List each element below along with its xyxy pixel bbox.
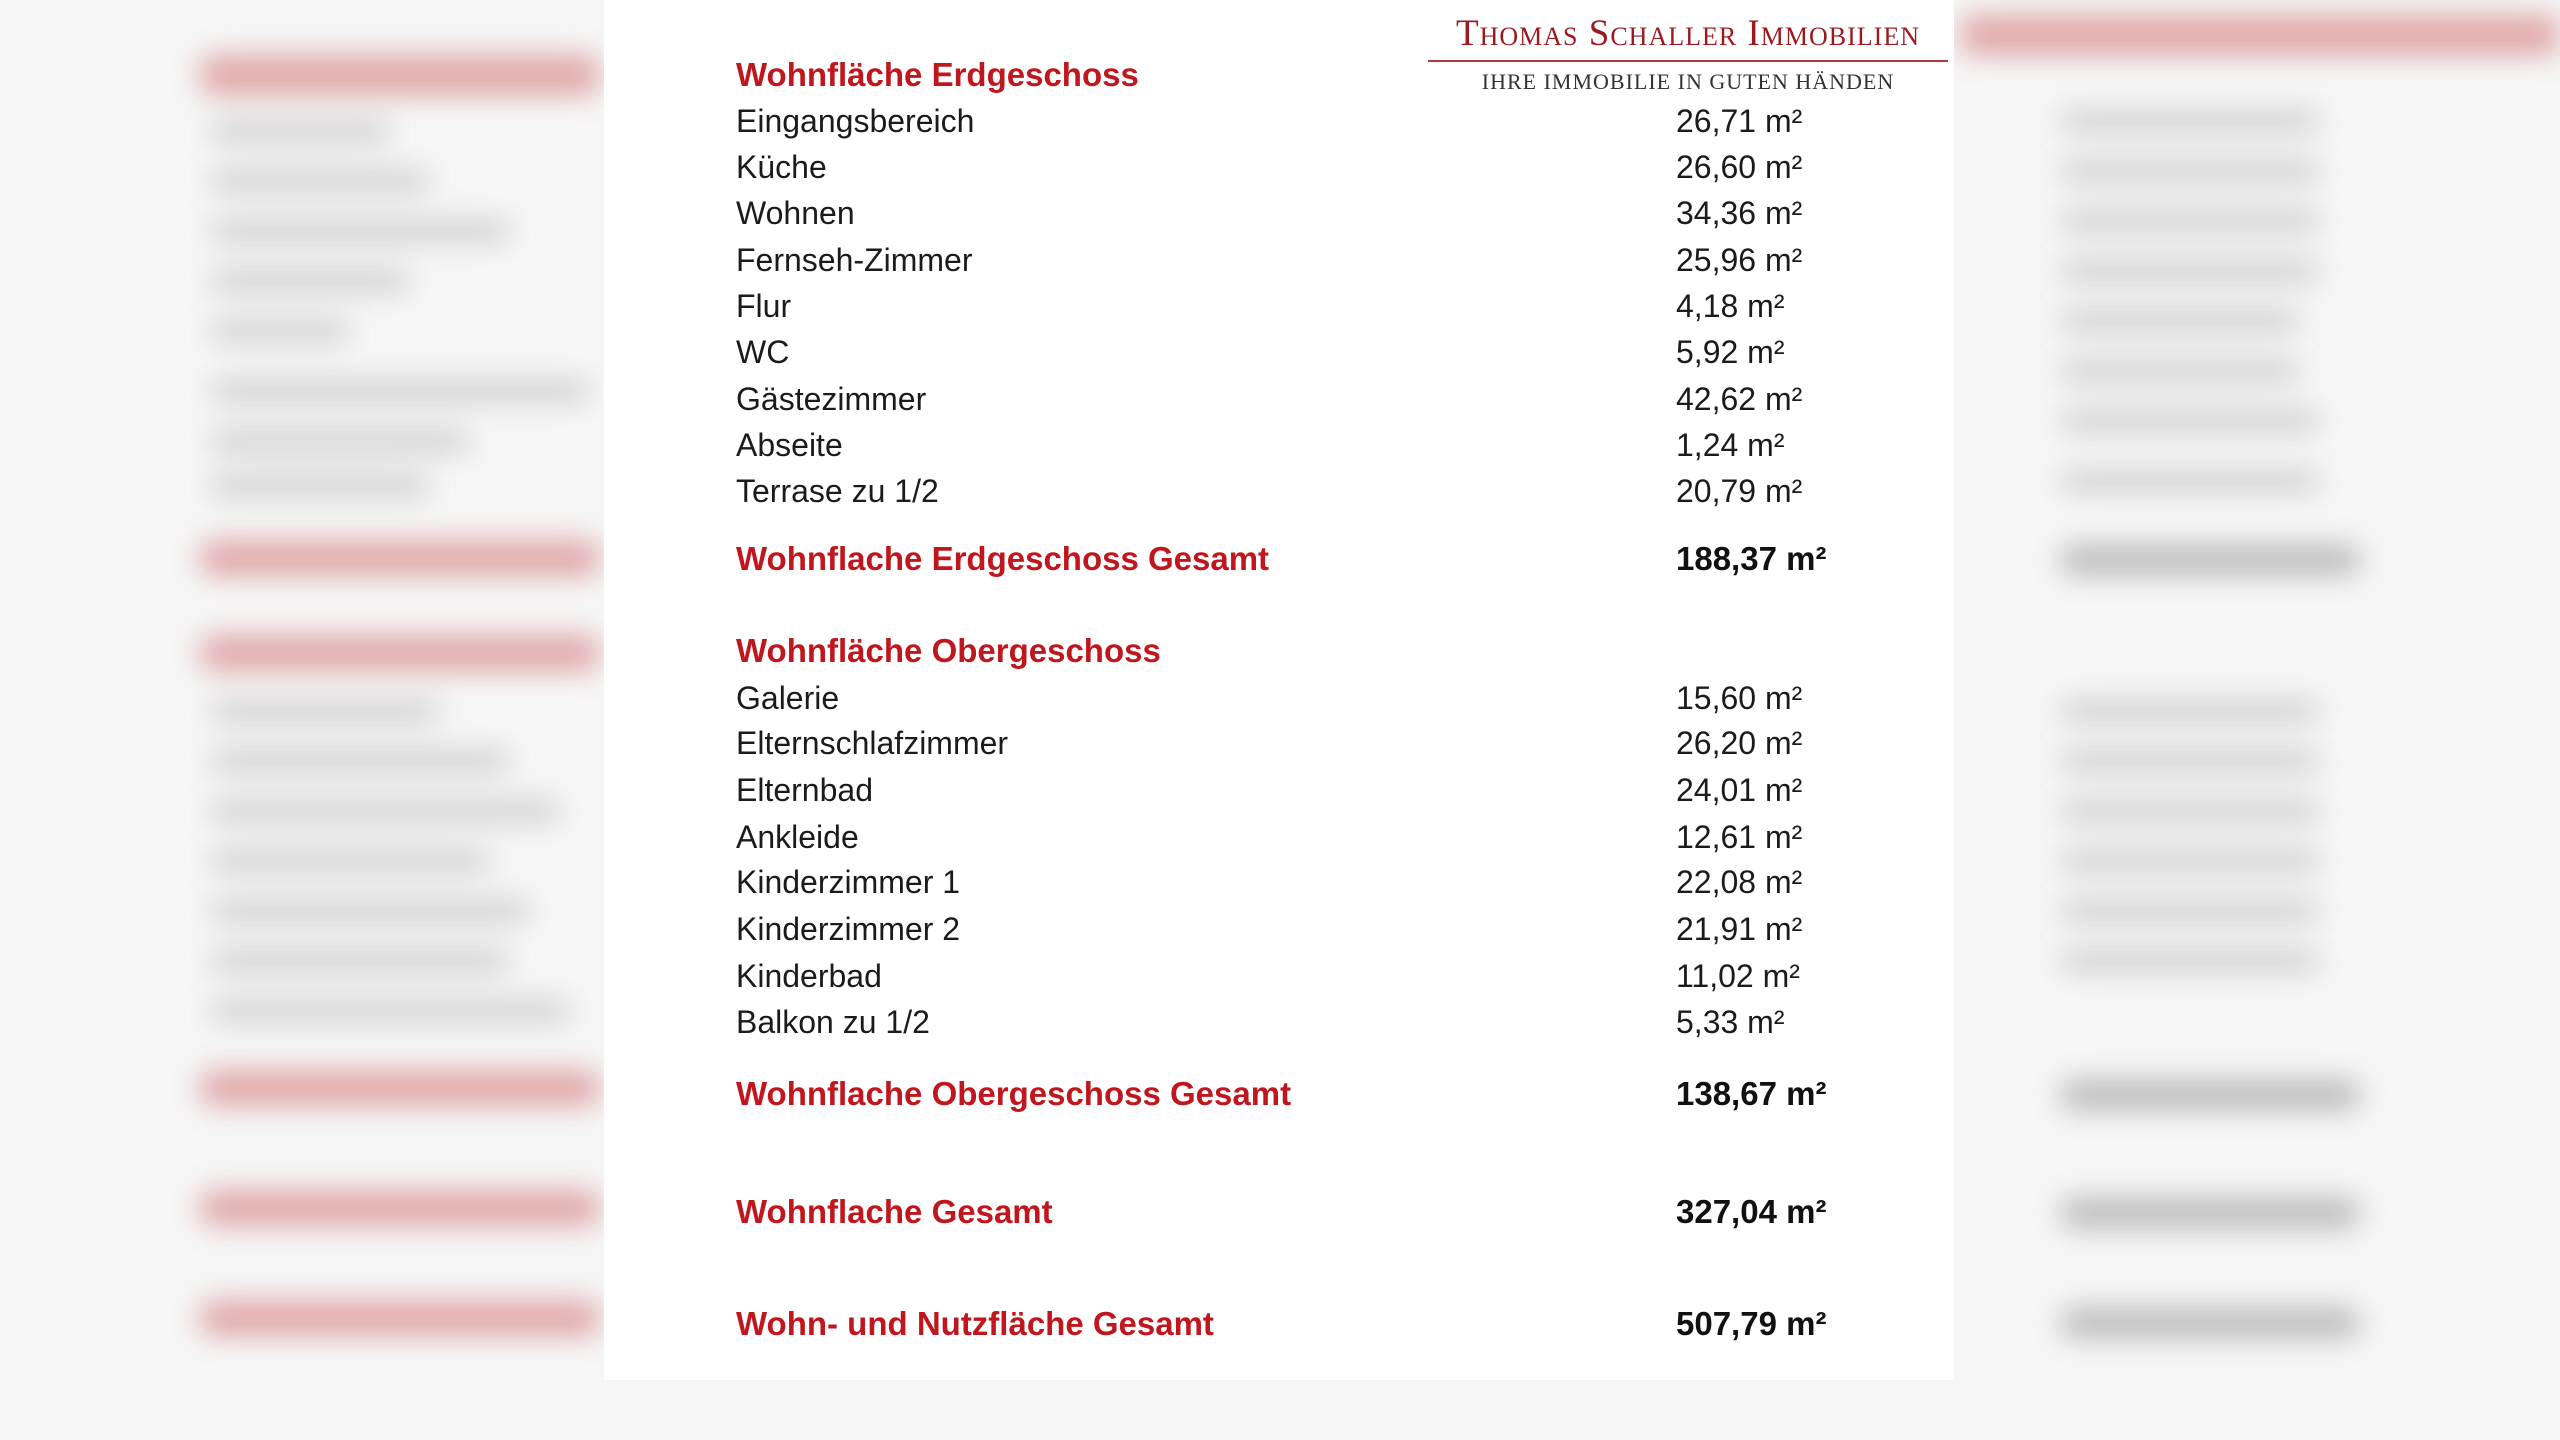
room-row [736,468,1836,514]
room-area: 22,08 m² [1676,864,1803,900]
room-area: 42,62 m² [1676,381,1803,417]
room-label: Elternschlafzimmer [736,725,1009,761]
room-area: 34,36 m² [1676,195,1803,231]
room-row [736,675,1836,721]
ground-floor-total-row [736,536,1836,582]
logo-tagline: IHRE IMMOBILIE IN GUTEN HÄNDEN [1481,69,1895,94]
room-label: Kinderbad [736,958,882,994]
room-area: 1,24 m² [1676,427,1785,463]
room-area: 26,60 m² [1676,149,1803,185]
living-area-total-row [736,1189,1836,1235]
room-row [736,376,1836,422]
section-heading-upper-floor [736,628,1836,674]
room-row [736,190,1836,236]
room-row [736,422,1836,468]
room-area: 26,20 m² [1676,725,1803,761]
room-row [736,144,1836,190]
room-row [736,720,1836,766]
total-area: 327,04 m² [1676,1193,1827,1230]
room-label: Abseite [736,427,843,463]
logo-title: Thomas Schaller Immobilien [1456,13,1920,54]
room-label: Küche [736,149,827,185]
room-label: Flur [736,288,792,324]
room-area: 21,91 m² [1676,911,1803,947]
room-label: WC [736,334,790,370]
room-area: 20,79 m² [1676,473,1803,509]
total-label: Wohnflache Obergeschoss Gesamt [736,1075,1292,1112]
room-area: 15,60 m² [1676,680,1803,716]
room-label: Ankleide [736,819,859,855]
room-area: 5,92 m² [1676,334,1785,370]
room-area: 26,71 m² [1676,103,1803,139]
room-label: Balkon zu 1/2 [736,1004,930,1040]
section-heading-ground-floor [736,52,1836,98]
total-area: 507,79 m² [1676,1305,1827,1342]
room-label: Terrase zu 1/2 [736,473,939,509]
total-area: 138,67 m² [1676,1075,1827,1112]
room-row [736,814,1836,860]
room-label: Kinderzimmer 1 [736,864,961,900]
room-label: Kinderzimmer 2 [736,911,961,947]
room-area: 24,01 m² [1676,772,1803,808]
room-row [736,237,1836,283]
upper-floor-total-row [736,1071,1836,1117]
total-area: 188,37 m² [1676,540,1827,577]
room-row [736,767,1836,813]
room-area: 4,18 m² [1676,288,1785,324]
room-area: 5,33 m² [1676,1004,1785,1040]
room-row [736,283,1836,329]
room-area: 12,61 m² [1676,819,1803,855]
total-label: Wohnflache Gesamt [736,1193,1053,1230]
room-label: Wohnen [736,195,855,231]
room-area: 25,96 m² [1676,242,1803,278]
section-heading-label: Wohnfläche Obergeschoss [736,632,1161,669]
room-label: Elternbad [736,772,873,808]
total-label: Wohn- und Nutzfläche Gesamt [736,1305,1214,1342]
room-label: Fernseh-Zimmer [736,242,973,278]
room-label: Galerie [736,680,840,716]
room-label: Gästezimmer [736,381,927,417]
living-and-usable-area-total-row [736,1301,1836,1347]
room-row [736,98,1836,144]
room-row [736,999,1836,1045]
room-row [736,329,1836,375]
room-row [736,906,1836,952]
room-area: 11,02 m² [1676,958,1800,994]
section-heading-label: Wohnfläche Erdgeschoss [736,56,1139,93]
room-row [736,953,1836,999]
document-page [604,0,1954,1380]
room-row [736,859,1836,905]
total-label: Wohnflache Erdgeschoss Gesamt [736,540,1270,577]
room-label: Eingangsbereich [736,103,975,139]
